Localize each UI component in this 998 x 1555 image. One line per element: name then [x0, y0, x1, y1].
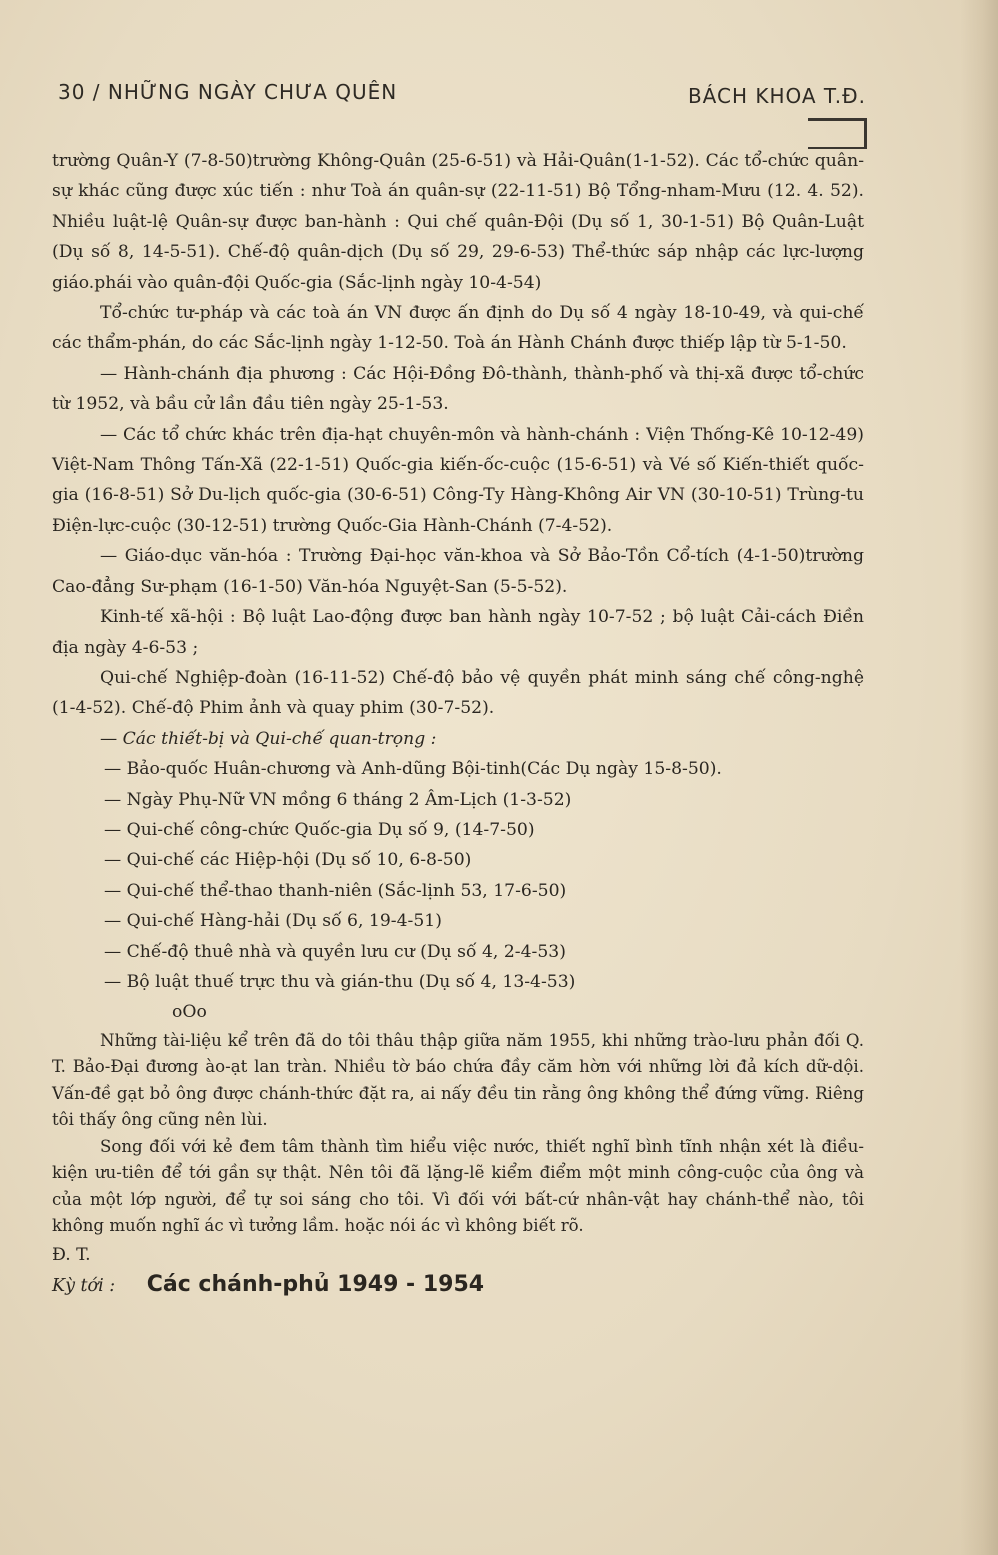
- next-issue-note: [52, 1270, 864, 1301]
- list-item: — Qui-chế các Hiệp-hội (Dụ số 10, 6-8-50): [104, 850, 472, 871]
- list-item: — Ngày Phụ-Nữ VN mồng 6 tháng 2 Âm-Lịch (1-3-52): [104, 789, 572, 810]
- paragraph-unions: Qui-chế Nghiệp-đoàn (16-11-52) Chế-độ bảo vệ quyền phát minh sáng chế công-nghệ (1-4-52). Chế-độ Phim ảnh và quay phim (30-7-52).: [52, 667, 864, 719]
- running-header: [58, 74, 866, 114]
- list-item: — Chế-độ thuê nhà và quyền lưu cư (Dụ số 4, 2-4-53): [104, 941, 566, 962]
- list-item: — Bảo-quốc Huân-chương và Anh-dũng Bội-tinh(Các Dụ ngày 15-8-50).: [104, 759, 722, 780]
- section-separator: oOo: [172, 1002, 207, 1023]
- paragraph-regulations-heading: — Các thiết-bị và Qui-chế quan-trọng :: [100, 728, 437, 749]
- closing-paragraph: Những tài-liệu kể trên đã do tôi thâu thập giữa năm 1955, khi những trào-lưu phản đối Q. T. Bảo-Đại đương ào-ạt lan tràn. Nhiều tờ báo chứa đầy căm hờn với những lời đả kích dữ-dội. Vấn-đề gạt bỏ ông được chánh-thức đặt ra, ai nấy đều tin rằng ông không thể đứng vững. Riêng tôi thấy ông cũng nên lùi.: [52, 1030, 864, 1130]
- closing-paragraph: Song đối với kẻ đem tâm thành tìm hiểu việc nước, thiết nghĩ bình tĩnh nhận xét là điều-kiện ưu-tiên để tới gần sự thật. Nên tôi đã lặng-lẽ kiểm điểm một minh công-cuộc của ông và của một lớp người, để tự soi sáng cho tôi. Vì đối với bất-cứ nhân-vật hay chánh-thể nào, tôi không muốn nghĩ ác vì tưởng lầm. hoặc nói ác vì không biết rõ.: [52, 1136, 864, 1236]
- next-issue-title: Các chánh-phủ 1949 - 1954: [146, 1272, 485, 1298]
- article-body: [52, 146, 864, 1302]
- header-magazine: BÁCH KHOA T.Đ.: [687, 84, 866, 108]
- paragraph-local-admin: — Hành-chánh địa phương : Các Hội-Đồng Đô-thành, thành-phố và thị-xã được tổ-chức từ 1952, và bầu cử lần đầu tiên ngày 25-1-53.: [52, 363, 864, 415]
- author-signature: Đ. T.: [52, 1244, 91, 1265]
- header-page-title: 30 / NHỮNG NGÀY CHƯA QUÊN: [58, 80, 398, 104]
- paragraph-economy: Kinh-tế xã-hội : Bộ luật Lao-động được ban hành ngày 10-7-52 ; bộ luật Cải-cách Điền địa ngày 4-6-53 ;: [52, 607, 864, 658]
- page-edge-shadow: [960, 0, 998, 1555]
- paragraph-education: — Giáo-dục văn-hóa : Trường Đại-học văn-khoa và Sở Bảo-Tồn Cổ-tích (4-1-50)trường Cao-đẳng Sư-phạm (16-1-50) Văn-hóa Nguyệt-San (5-5-52).: [52, 546, 864, 597]
- paragraph-other-orgs: — Các tổ chức khác trên địa-hạt chuyên-môn và hành-chánh : Viện Thống-Kê 10-12-49) Việt-Nam Thông Tấn-Xã (22-1-51) Quốc-gia kiến-ốc-cuộc (15-6-51) và Vé số Kiến-thiết quốc-gia (16-8-51) Sở Du-lịch quốc-gia (30-6-51) Công-Ty Hàng-Không Air VN (30-10-51) Trùng-tu Điện-lực-cuộc (30-12-51) trường Quốc-Gia Hành-Chánh (7-4-52).: [52, 424, 864, 536]
- corner-mark-icon: [808, 118, 867, 149]
- paragraph-military: trường Quân-Y (7-8-50)trường Không-Quân (25-6-51) và Hải-Quân(1-1-52). Các tổ-chức quân-sự khác cũng được xúc tiến : như Toà án quân-sự (22-11-51) Bộ Tổng-nham-Mưu (12. 4. 52). Nhiều luật-lệ Quân-sự được ban-hành : Qui chế quân-Đội (Dụ số 1, 30-1-51) Bộ Quân-Luật (Dụ số 8, 14-5-51). Chế-độ quân-dịch (Dụ số 29, 29-6-53) Thể-thức sáp nhập các lực-lượng giáo.phái vào quân-đội Quốc-gia (Sắc-lịnh ngày 10-4-54): [52, 151, 864, 293]
- paragraph-judicial: Tổ-chức tư-pháp và các toà án VN được ấn định do Dụ số 4 ngày 18-10-49, và qui-chế các thẩm-phán, do các Sắc-lịnh ngày 1-12-50. Toà án Hành Chánh được thiếp lập từ 5-1-50.: [52, 303, 864, 354]
- list-item: — Qui-chế Hàng-hải (Dụ số 6, 19-4-51): [104, 911, 442, 932]
- next-issue-label: Kỳ tới :: [52, 1276, 116, 1297]
- list-item: — Qui-chế công-chức Quốc-gia Dụ số 9, (14-7-50): [104, 819, 535, 840]
- list-item: — Qui-chế thể-thao thanh-niên (Sắc-lịnh 53, 17-6-50): [104, 880, 567, 901]
- list-item: — Bộ luật thuế trực thu và gián-thu (Dụ số 4, 13-4-53): [104, 971, 576, 992]
